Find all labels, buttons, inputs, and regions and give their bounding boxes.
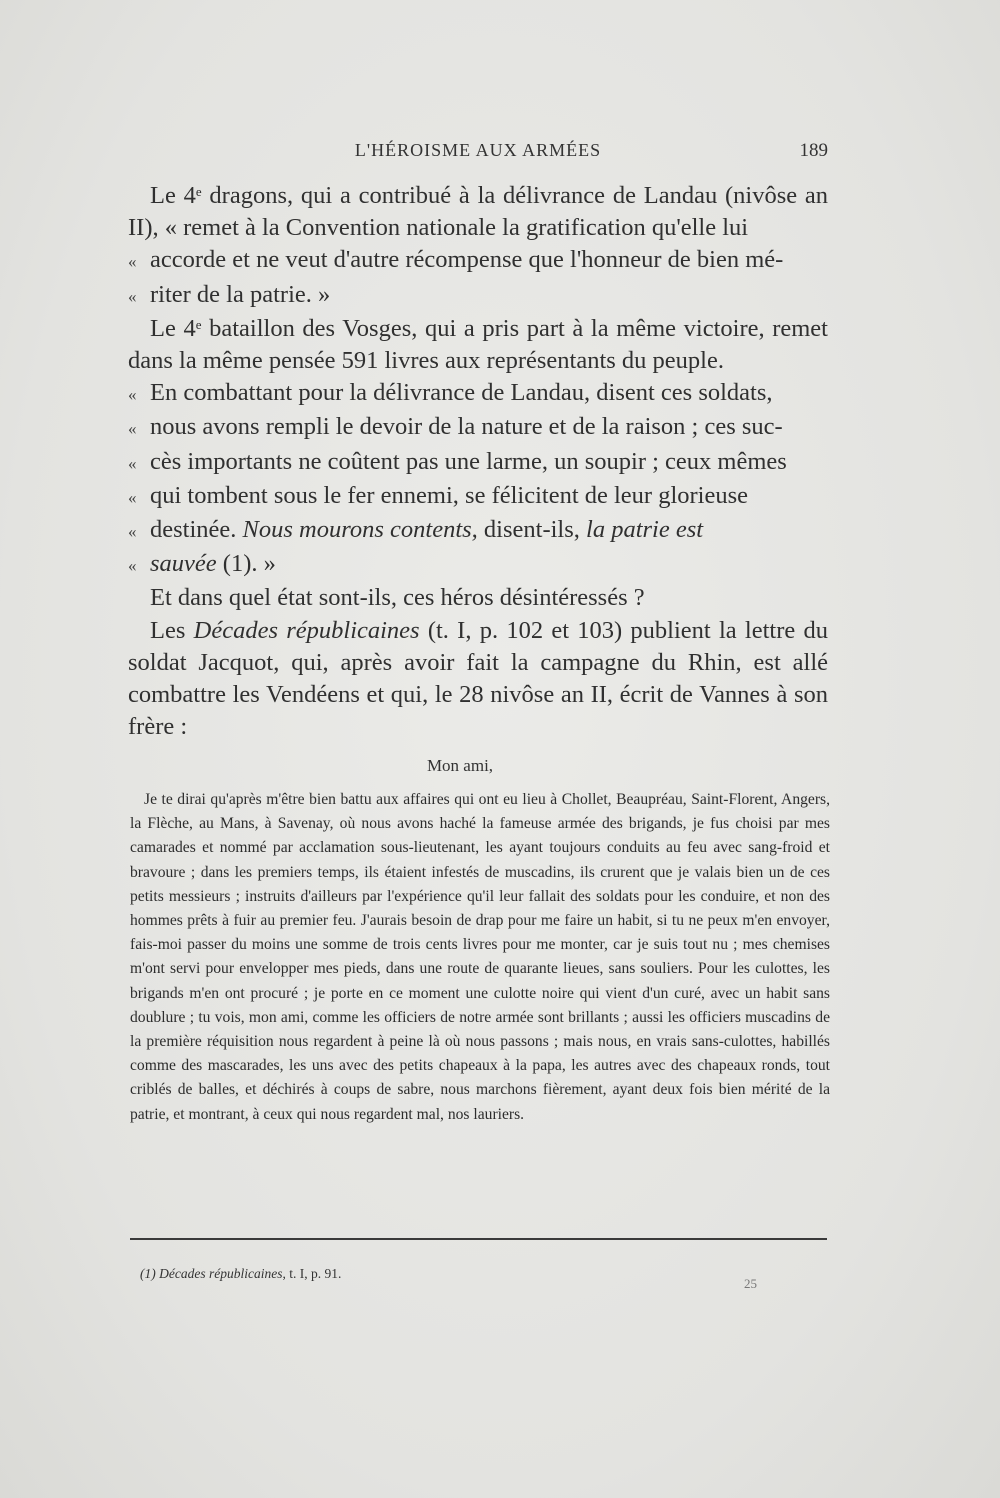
guillemet-mark: «	[128, 556, 137, 576]
text-run: destinée.	[150, 516, 243, 544]
text-run: bataillon des Vosges, qui a pris part à la même victoire, remet dans la même pensée 591 livres aux représentants du peuple.	[128, 314, 828, 375]
text-run: Les	[150, 616, 194, 644]
text-run: riter de la patrie. »	[150, 280, 331, 308]
guillemet-mark: «	[128, 419, 137, 439]
text-run: nous avons rempli le devoir de la nature et de la raison ; ces suc-	[150, 413, 783, 441]
quoted-line	[128, 548, 828, 582]
italic-text: sauvée	[150, 550, 217, 578]
quoted-line	[128, 279, 828, 313]
page-number: 189	[799, 140, 828, 161]
text-run: disent-ils,	[477, 516, 587, 544]
running-title: L'HÉROISME AUX ARMÉES	[354, 140, 602, 160]
text-run: qui tombent sous le fer ennemi, se félicitent de leur glorieuse	[150, 481, 749, 509]
superscript: e	[195, 184, 202, 199]
footnote-source: Décades républicaines	[159, 1266, 283, 1281]
quoted-line	[128, 244, 828, 278]
paragraph-vosges	[128, 313, 828, 377]
italic-text: Décades républicaines	[193, 616, 420, 644]
paragraph-dragons	[128, 180, 828, 244]
guillemet-mark: «	[128, 487, 137, 507]
italic-text: la patrie est	[586, 516, 704, 544]
letter-body	[130, 788, 830, 1127]
letter-salutation: Mon ami,	[426, 756, 494, 775]
signature-mark: 25	[744, 1276, 757, 1291]
paragraph-question: Et dans quel état sont-ils, ces héros désintéressés ?	[150, 584, 645, 612]
text-run: (1). »	[216, 550, 276, 578]
quoted-line	[128, 411, 828, 445]
footnote-rule	[130, 1238, 827, 1240]
text-run: En combattant pour la délivrance de Landau, disent ces soldats,	[150, 379, 773, 407]
running-head	[128, 138, 828, 166]
guillemet-mark: «	[128, 385, 137, 405]
guillemet-mark: «	[128, 252, 137, 272]
guillemet-mark: «	[128, 286, 137, 306]
text-run: (t. I, p. 102 et 103) publient la lettre du soldat Jacquot, qui, après avoir fait la campagne du Rhin, est allé combattre les Vendéens et qui, le 28 nivôse an II, écrit de Vannes à son frère :	[128, 616, 828, 741]
body-text	[128, 180, 828, 743]
guillemet-mark: «	[128, 453, 137, 473]
quoted-line	[128, 446, 828, 480]
text-run: Le 4	[150, 314, 196, 342]
italic-text: Nous mourons contents,	[242, 516, 478, 544]
text-run: accorde et ne veut d'autre récompense que l'honneur de bien mé-	[150, 246, 784, 274]
quoted-line	[128, 480, 828, 514]
footnote-ref: , t. I, p. 91.	[282, 1266, 342, 1281]
guillemet-mark: «	[128, 522, 137, 542]
footnote-number: (1)	[140, 1266, 160, 1281]
quoted-line	[128, 514, 828, 548]
footnote	[140, 1266, 341, 1282]
text-run: cès importants ne coûtent pas une larme, un soupir ; ceux mêmes	[150, 447, 787, 475]
text-run: dragons, qui a contribué à la délivrance de Landau (nivôse an II), « remet à la Convention nationale la gratification qu'elle lui	[128, 182, 828, 242]
quoted-line	[128, 377, 828, 411]
paragraph-decades	[128, 615, 828, 744]
letter-paragraph: Je te dirai qu'après m'être bien battu aux affaires qui ont eu lieu à Chollet, Beaupréau, Saint-Florent, Angers, la Flèche, au Mans, à Savenay, où nous avons haché la fameuse armée des brigands, je fus choisi par mes camarades et nommé par acclamation sous-lieutenant, les ayant toujours conduits au feu avec sang-froid et bravoure ; dans les premiers temps, ils étaient infestés de muscadins, ils crurent que je valais bien un de ces petits messieurs ; instruits d'ailleurs par l'expérience qu'il leur fallait des soldats pour les conduire, et non des hommes prêts à fuir au premier feu. J'aurais besoin de drap pour me faire un habit, si tu ne peux m'en envoyer, fais-moi passer du moins une somme de trois cents livres pour me monter, car je suis tout nu ; mes chemises m'ont servi pour envelopper mes pieds, dans une route de quarante lieues, sans souliers. Pour les culottes, les brigands m'en ont procuré ; je porte en ce moment une culotte noire qui vient d'un curé, avec un habit sans doublure ; tu vois, mon ami, comme les officiers de notre armée sont brillants ; aussi les officiers muscadins de la première réquisition nous regardent à peine là où nous passons ; mais nous, en vrais sans-culottes, habillés comme des mascarades, les uns avec des petits chapeaux à la papa, les autres avec des chapeaux ronds, tout criblés de balles, et déchirés à coups de sabre, nous marchons fièrement, ayant deux fois bien mérité de la patrie, et montrant, à ceux qui nous regardent mal, nos lauriers.	[130, 791, 830, 1123]
text-run: Le 4	[150, 182, 196, 209]
superscript: e	[195, 316, 202, 332]
